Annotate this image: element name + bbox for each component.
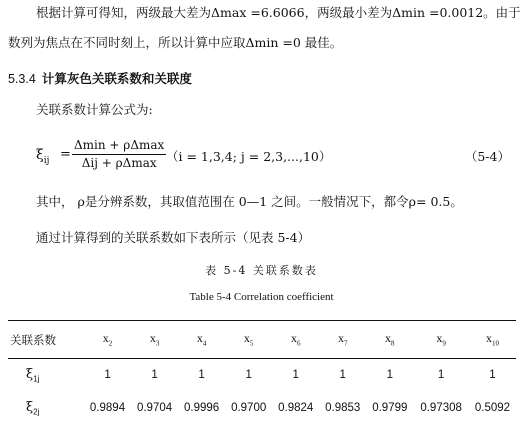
table-cell: 0.9799 — [372, 402, 408, 414]
section-title: 计算灰色关联系数和关联度 — [41, 72, 192, 86]
column-var-subscript: 4 — [202, 339, 207, 348]
row-label-subscript: 1j — [33, 374, 40, 384]
column-var-subscript: 2 — [108, 339, 113, 348]
section-number: 5.3.4 — [8, 72, 36, 86]
table-header-row — [8, 321, 516, 359]
table-cell: 0.9894 — [89, 402, 126, 414]
row-label — [8, 359, 84, 392]
column-var-subscript: 3 — [155, 339, 160, 348]
column-var-subscript: 10 — [491, 339, 499, 348]
column-header — [366, 321, 413, 359]
table-caption-en: Table 5-4 Correlation coefficient — [189, 291, 334, 303]
formula-lhs — [36, 147, 49, 166]
column-header — [469, 321, 516, 359]
table-cell: 0.97308 — [420, 402, 462, 414]
column-var-subscript: 7 — [344, 339, 348, 348]
column-var-subscript: 9 — [442, 339, 446, 348]
table-cell: 0.9824 — [278, 402, 314, 414]
formula-fraction — [72, 137, 166, 172]
paragraph-1-line-1: 根据计算可得知，两级最大差为Δmax =6.6066，两级最小差为Δmin =0.0012。由于 — [36, 5, 521, 20]
formula-condition: （i = 1,3,4; j = 2,3,...,10） — [166, 149, 332, 164]
column-header — [84, 321, 131, 359]
section-heading — [8, 69, 192, 87]
table-cell: 0.9700 — [231, 402, 267, 414]
table-cell: 1 — [386, 369, 393, 382]
column-var: x — [290, 331, 297, 346]
table-cell: 0.9704 — [136, 402, 173, 414]
row-label — [8, 392, 84, 425]
column-var: x — [243, 331, 250, 346]
correlation-formula — [36, 137, 516, 177]
column-var: x — [338, 331, 344, 346]
column-var: x — [436, 331, 443, 346]
table-cell: 0.5092 — [474, 402, 511, 414]
column-var-subscript: 6 — [296, 339, 301, 348]
table-cell: 0.9996 — [184, 402, 220, 414]
formula-lhs-symbol: ξ — [36, 147, 44, 163]
table-row — [8, 359, 516, 392]
column-var: x — [196, 331, 203, 346]
table-cell: 1 — [437, 369, 445, 382]
correlation-table — [8, 320, 516, 425]
table-cell: 1 — [151, 369, 158, 382]
table-cell: 1 — [292, 369, 299, 382]
table-cell: 1 — [245, 369, 252, 382]
column-header — [319, 321, 366, 359]
formula-equals: = — [60, 147, 71, 162]
column-header — [225, 321, 272, 359]
table-caption-cn: 表 5-4 关联系数表 — [205, 264, 318, 277]
table-cell: 1 — [339, 369, 346, 382]
table-body — [8, 359, 516, 425]
column-header — [178, 321, 225, 359]
paragraph-2: 其中， ρ是分辨系数，其取值范围在 0—1 之间。一般情况下，都令ρ= 0.5。 — [36, 194, 463, 209]
column-var-subscript: 5 — [249, 339, 254, 348]
column-var: x — [385, 331, 392, 346]
paragraph-1-line-2: 数列为焦点在不同时刻上，所以计算中应取Δmin =0 最佳。 — [8, 35, 343, 50]
column-var: x — [102, 331, 109, 346]
formula-numerator: Δmin + ρΔmax — [72, 137, 166, 155]
table-cell: 1 — [489, 369, 496, 382]
formula-lhs-subscript: ij — [43, 155, 50, 166]
column-header — [413, 321, 469, 359]
table-row — [8, 392, 516, 425]
equation-number: （5-4） — [464, 149, 510, 164]
row-label-symbol: ξ — [26, 367, 34, 383]
column-var: x — [149, 331, 156, 346]
row-label-symbol: ξ — [26, 399, 34, 415]
column-var-subscript: 8 — [391, 339, 395, 348]
column-header — [272, 321, 319, 359]
formula-denominator: Δij + ρΔmax — [81, 156, 157, 170]
table-cell: 1 — [198, 369, 205, 382]
paragraph-3: 通过计算得到的关联系数如下表所示（见表 5-4） — [36, 230, 311, 245]
row-label-subscript: 2j — [33, 407, 40, 417]
table-cell: 0.9853 — [325, 402, 361, 414]
table-cell: 1 — [104, 369, 111, 382]
column-header — [131, 321, 178, 359]
formula-intro: 关联系数计算公式为: — [36, 102, 153, 117]
header-label: 关联系数 — [10, 334, 56, 347]
column-var: x — [485, 331, 492, 346]
